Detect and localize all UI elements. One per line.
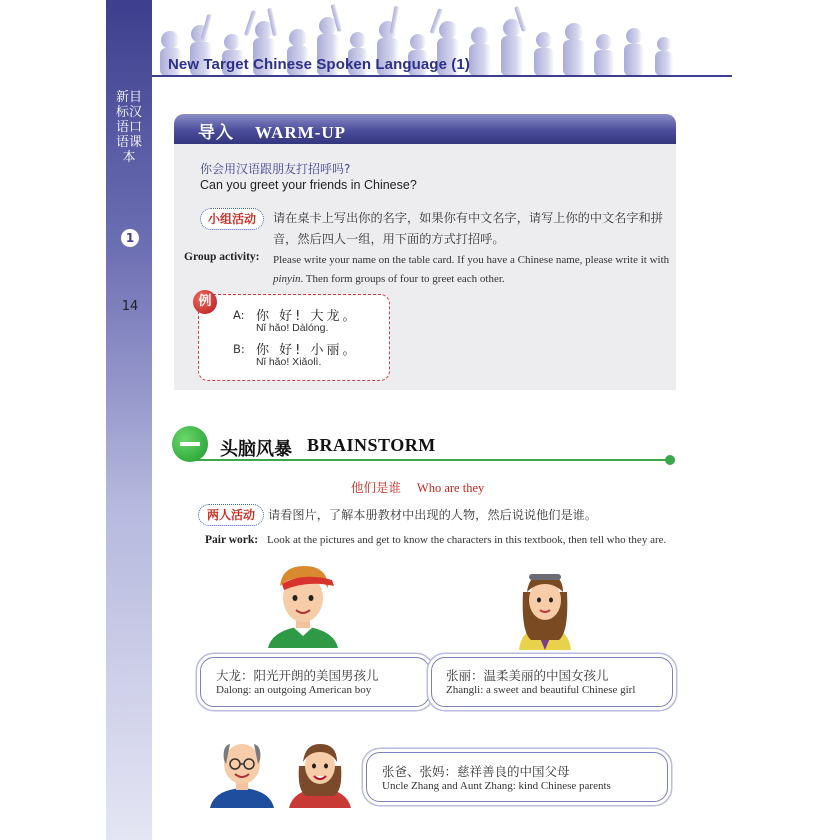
dialogue-speaker: A: bbox=[233, 308, 245, 322]
character-caption-en: Uncle Zhang and Aunt Zhang: kind Chinese parents bbox=[382, 780, 611, 792]
subtitle-en: Who are they bbox=[416, 481, 485, 495]
character-caption-cn: 大龙：阳光开朗的美国男孩儿 bbox=[216, 668, 379, 683]
pair-work-label-en: Pair work: bbox=[205, 534, 259, 546]
dialogue-line-pinyin: Nǐ hǎo! Xiǎolì. bbox=[256, 356, 322, 368]
header-divider bbox=[152, 75, 732, 77]
group-activity-text-en bbox=[273, 251, 675, 289]
group-text-pinyin: pinyin bbox=[273, 273, 301, 285]
group-activity-text-cn: 请在桌卡上写出你的名字，如果你有中文名字，请写上你的中文名字和拼音，然后四人一组，用下面的方式打招呼。 bbox=[273, 211, 663, 246]
pair-work-text-cn: 请看图片，了解本册教材中出现的人物，然后说说他们是谁。 bbox=[268, 508, 598, 522]
uncle-zhang-illustration bbox=[206, 736, 278, 808]
group-text-part-1: Please write your name on the table card. If you have a Chinese name, please write it with bbox=[273, 254, 670, 266]
pair-work-label: 两人活动 bbox=[198, 504, 264, 526]
volume-badge: 1 bbox=[121, 229, 139, 247]
character-caption-cn: 张爸、张妈：慈祥善良的中国父母 bbox=[382, 764, 570, 779]
dialogue-line-cn: 你 好! 大龙。 bbox=[256, 309, 359, 324]
warmup-question-cn: 你会用汉语跟朋友打招呼吗? bbox=[200, 162, 351, 176]
dialogue-line-pinyin: Nǐ hǎo! Dàlóng. bbox=[256, 322, 329, 334]
sidebar-book-title: 新目标汉语口语课本 bbox=[116, 90, 143, 165]
brainstorm-title-cn: 头脑风暴 bbox=[220, 439, 292, 460]
page-margin bbox=[0, 0, 106, 840]
warmup-title-cn: 导入 bbox=[198, 123, 234, 142]
page-number: 14 bbox=[121, 299, 139, 314]
pair-work-text-en: Look at the pictures and get to know the characters in this textbook, then tell who they are. bbox=[267, 534, 667, 546]
dialogue-line-cn: 你 好! 小丽。 bbox=[256, 343, 359, 358]
character-caption-en: Zhangli: a sweet and beautiful Chinese girl bbox=[446, 684, 636, 696]
brainstorm-title-en: BRAINSTORM bbox=[307, 435, 436, 455]
warmup-title bbox=[198, 118, 346, 143]
subtitle-cn: 他们是谁 bbox=[351, 480, 402, 495]
brainstorm-divider-dot bbox=[665, 455, 675, 465]
group-activity-label: 小组活动 bbox=[200, 208, 264, 230]
warmup-title-en: WARM-UP bbox=[255, 123, 347, 142]
group-activity-label-en: Group activity: bbox=[184, 251, 260, 263]
header-title: New Target Chinese Spoken Language (1) bbox=[168, 56, 470, 73]
aunt-zhang-illustration bbox=[287, 736, 353, 808]
section-number-glyph bbox=[180, 442, 200, 446]
brainstorm-subtitle bbox=[351, 478, 484, 496]
zhangli-illustration bbox=[505, 562, 585, 650]
group-text-part-2: . Then form groups of four to greet each other. bbox=[300, 273, 505, 285]
warmup-question-en: Can you greet your friends in Chinese? bbox=[200, 178, 417, 192]
dalong-illustration bbox=[258, 560, 348, 648]
dialogue-speaker: B: bbox=[233, 342, 245, 356]
example-badge: 例 bbox=[193, 290, 217, 314]
character-caption-cn: 张丽：温柔美丽的中国女孩儿 bbox=[446, 668, 609, 683]
character-caption-en: Dalong: an outgoing American boy bbox=[216, 684, 372, 696]
